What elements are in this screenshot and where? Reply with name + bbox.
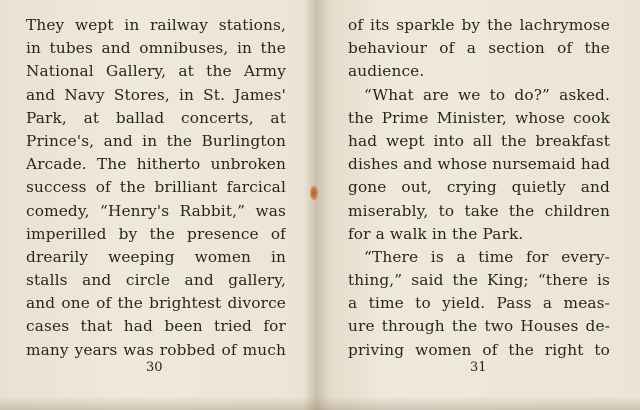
text-line: dishes and whose nursemaid had	[348, 155, 610, 174]
page-number-left: 30	[146, 360, 163, 375]
text-line: comedy, “Henry's Rabbit,” was	[26, 201, 286, 220]
text-line: for a walk in the Park.	[348, 224, 524, 243]
text-line: miserably, to take the children	[348, 201, 610, 220]
text-line: Prince's, and in the Burlington	[26, 131, 286, 150]
text-line: stalls and circle and gallery,	[26, 271, 286, 290]
page-bottom-shadow	[0, 396, 640, 410]
text-line: National Gallery, at the Army	[26, 62, 286, 81]
text-line: a time to yield. Pass a meas-	[348, 294, 610, 313]
text-line: thing,” said the King; “there is	[348, 271, 610, 290]
text-line: “There is a time for every-	[364, 247, 610, 266]
text-line: had wept into all the breakfast	[348, 131, 610, 150]
text-line: gone out, crying quietly and	[348, 178, 610, 197]
left-page	[26, 14, 286, 362]
text-line: ure through the two Houses de-	[348, 317, 610, 336]
text-line: drearily weeping women in	[26, 247, 286, 266]
text-line: Park, at ballad concerts, at	[26, 108, 286, 127]
text-line: priving women of the right to	[348, 340, 610, 359]
text-line: success of the brilliant farcical	[26, 178, 286, 197]
page-number-right: 31	[470, 360, 487, 375]
text-line: in tubes and omnibuses, in the	[26, 39, 286, 58]
text-line: and one of the brightest divorce	[26, 294, 286, 313]
paper-stain	[310, 186, 318, 200]
book-gutter	[305, 0, 331, 410]
text-line: the Prime Minister, whose cook	[348, 108, 610, 127]
text-line: many years was robbed of much	[26, 340, 286, 359]
right-page	[348, 14, 610, 362]
text-line: Arcade. The hitherto unbroken	[26, 155, 286, 174]
text-line: They wept in railway stations,	[26, 16, 286, 34]
text-line: cases that had been tried for	[26, 317, 286, 336]
text-line: and Navy Stores, in St. James'	[26, 85, 286, 104]
text-line: “What are we to do?” asked.	[364, 85, 610, 104]
text-line: of its sparkle by the lachrymose	[348, 16, 610, 34]
text-line: behaviour of a section of the	[348, 39, 610, 58]
text-line: audience.	[348, 62, 425, 81]
text-line: imperilled by the presence of	[26, 224, 286, 243]
